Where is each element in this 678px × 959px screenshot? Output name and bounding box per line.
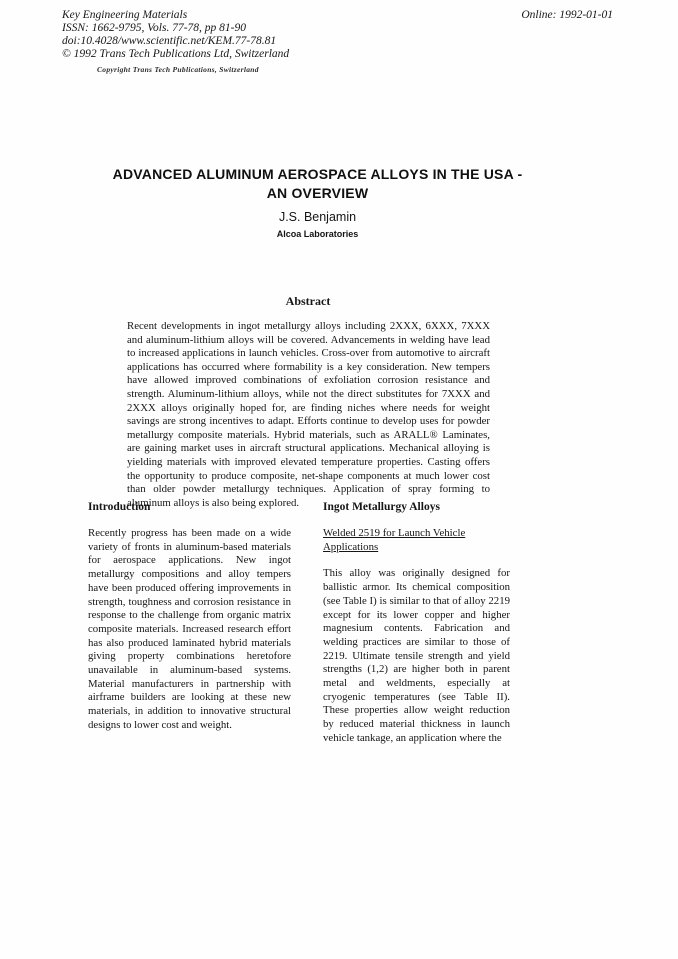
article-title-line1: ADVANCED ALUMINUM AEROSPACE ALLOYS IN THE USA - bbox=[112, 166, 523, 182]
author-affiliation: Alcoa Laboratories bbox=[276, 229, 359, 239]
article-title-line2: AN OVERVIEW bbox=[266, 185, 369, 201]
issn-line: ISSN: 1662-9795, Vols. 77-78, pp 81-90 bbox=[62, 22, 246, 34]
journal-title: Key Engineering Materials bbox=[62, 9, 188, 21]
copyright-line: © 1992 Trans Tech Publications Ltd, Switzerland bbox=[62, 48, 290, 60]
abstract-text: Recent developments in ingot metallurgy alloys including 2XXX, 6XXX, 7XXX and aluminum-lithium alloys will be covered. Advancements in welding have lead to increased applications in launch vehicles. Cross-over from automotive to aircraft applications has occurred where formability is a key consideration. New tempers have allowed improved combinations of exfoliation corrosion resistance and strength. Aluminum-lithium alloys, while not the direct substitutes for 7XXX and 2XXX alloys originally hoped for, are finding niches where needs for weight savings are strong incentives to adapt. Efforts continue to develop uses for powder metallurgy composite materials. Hybrid materials, such as ARALL® Laminates, are gaining market uses in aircraft structural applications. Mechanical alloying is yielding materials with improved elevated temperature properties. Casting offers the opportunity to produce composite, net-shape components at much lower cost than older powder metallurgy techniques. Application of spray forming to aluminum alloys is also being explored. bbox=[127, 320, 490, 509]
copyright-stamp: Copyright Trans Tech Publications, Switzerland bbox=[97, 65, 259, 74]
doi-line: doi:10.4028/www.scientific.net/KEM.77-78.81 bbox=[62, 35, 277, 47]
welded-2519-text: This alloy was originally designed for ballistic armor. Its chemical composition (see Table I) is similar to that of alloy 2219 except for its lower copper and higher magnesium contents. Fabrication and welding practices are similar to those of 2219. Ultimate tensile strength and yield strengths (1,2) are higher both in parent metal and weldments, especially at cryogenic temperatures (see Table II). These properties allow weight reduction by reduced material thickness in launch vehicle tankage, an application where the bbox=[323, 567, 510, 744]
welded-2519-subheading: Welded 2519 for Launch Vehicle Applications bbox=[323, 527, 466, 553]
right-column bbox=[323, 501, 510, 746]
abstract-heading: Abstract bbox=[285, 294, 331, 308]
article-title bbox=[85, 165, 550, 203]
introduction-text: Recently progress has been made on a wide variety of fronts in aluminum-based materials for aerospace applications. New ingot metallurgy compositions and alloy tempers have been produced offering improvements in strength, toughness and corrosion resistance in response to the challenge from organic matrix composite materials. Increased research effort has also produced laminated hybrid materials giving property combinations heretofore unavailable in aluminum-based systems. Material manufacturers in partnership with airframe builders are looking at these new materials, in addition to innovative structural designs to lower cost and weight. bbox=[88, 527, 291, 731]
introduction-heading: Introduction bbox=[88, 501, 151, 513]
left-column bbox=[88, 501, 291, 733]
online-date: Online: 1992-01-01 bbox=[521, 9, 613, 21]
author-name: J.S. Benjamin bbox=[278, 210, 357, 224]
ingot-metallurgy-heading: Ingot Metallurgy Alloys bbox=[323, 501, 440, 513]
publication-info-block bbox=[62, 9, 289, 76]
